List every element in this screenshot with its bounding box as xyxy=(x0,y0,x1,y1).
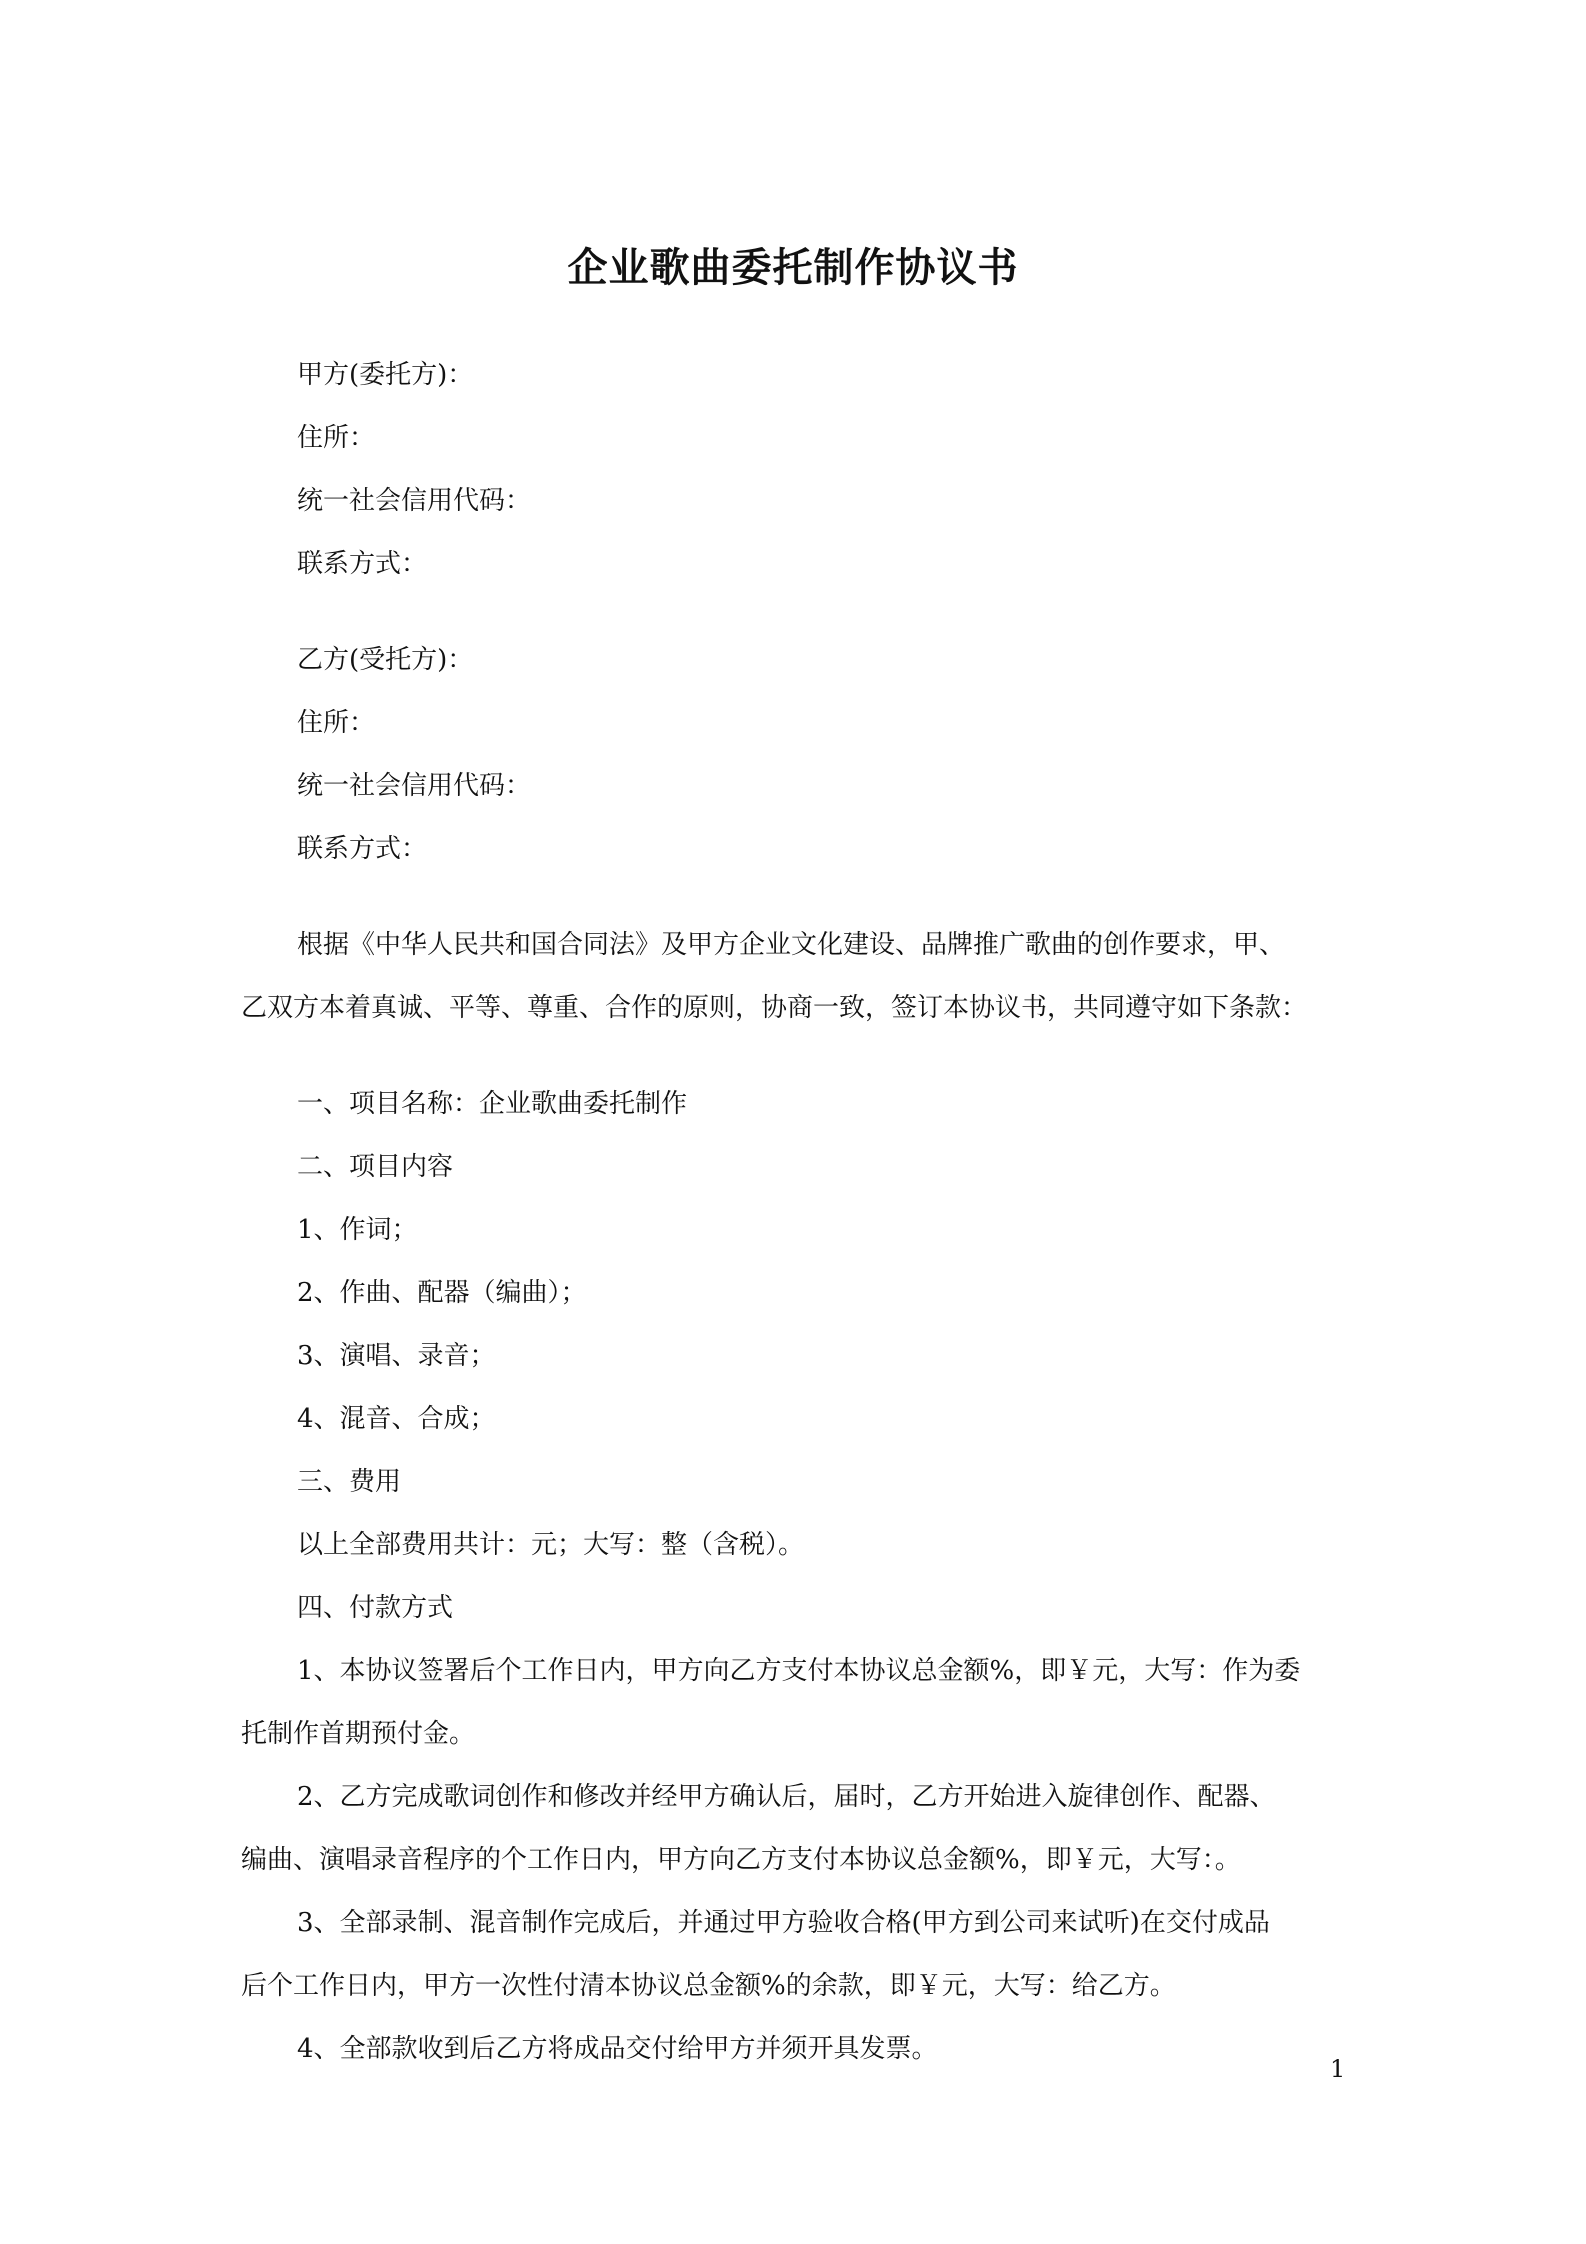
page-number: 1 xyxy=(1330,2055,1346,2083)
party-b-contact: 联系方式： xyxy=(297,834,428,864)
clause-project-content: 二、项目内容 xyxy=(297,1152,454,1182)
party-b-heading: 乙方(受托方)： xyxy=(297,645,474,675)
payment-item-3-line-2: 后个工作日内，甲方一次性付清本协议总金额%的余款，即￥元，大写：给乙方。 xyxy=(241,1971,1176,2001)
preamble-line-2: 乙双方本着真诚、平等、尊重、合作的原则，协商一致，签订本协议书，共同遵守如下条款： xyxy=(241,993,1308,1023)
clause-project-name: 一、项目名称：企业歌曲委托制作 xyxy=(297,1089,688,1119)
party-b-address: 住所： xyxy=(297,708,376,738)
clause-item-vocals: 3、演唱、录音； xyxy=(297,1341,496,1371)
preamble-line-1: 根据《中华人民共和国合同法》及甲方企业文化建设、品牌推广歌曲的创作要求，甲、 xyxy=(297,930,1286,960)
clause-fees-text: 以上全部费用共计：元；大写：整（含税）。 xyxy=(297,1530,805,1560)
party-a-credit-code: 统一社会信用代码： xyxy=(297,486,532,516)
clause-item-lyrics: 1、作词； xyxy=(297,1215,418,1245)
document-title: 企业歌曲委托制作协议书 xyxy=(567,244,1019,291)
clause-fees: 三、费用 xyxy=(297,1467,402,1497)
payment-item-2-line-1: 2、乙方完成歌词创作和修改并经甲方确认后，届时，乙方开始进入旋律创作、配器、 xyxy=(297,1782,1276,1812)
payment-item-2-line-2: 编曲、演唱录音程序的个工作日内，甲方向乙方支付本协议总金额%，即￥元，大写：。 xyxy=(241,1845,1241,1875)
payment-item-1-line-2: 托制作首期预付金。 xyxy=(241,1719,476,1749)
payment-item-1-line-1: 1、本协议签署后个工作日内，甲方向乙方支付本协议总金额%，即￥元，大写：作为委 xyxy=(297,1656,1301,1686)
party-a-contact: 联系方式： xyxy=(297,549,428,579)
clause-item-mixing: 4、混音、合成； xyxy=(297,1404,496,1434)
party-b-credit-code: 统一社会信用代码： xyxy=(297,771,532,801)
party-a-heading: 甲方(委托方)： xyxy=(297,360,474,390)
clause-item-composition: 2、作曲、配器（编曲）； xyxy=(297,1278,587,1308)
clause-payment: 四、付款方式 xyxy=(297,1593,454,1623)
payment-item-3-line-1: 3、全部录制、混音制作完成后，并通过甲方验收合格(甲方到公司来试听)在交付成品 xyxy=(297,1908,1270,1938)
party-a-address: 住所： xyxy=(297,423,376,453)
payment-item-4: 4、全部款收到后乙方将成品交付给甲方并须开具发票。 xyxy=(297,2034,938,2064)
